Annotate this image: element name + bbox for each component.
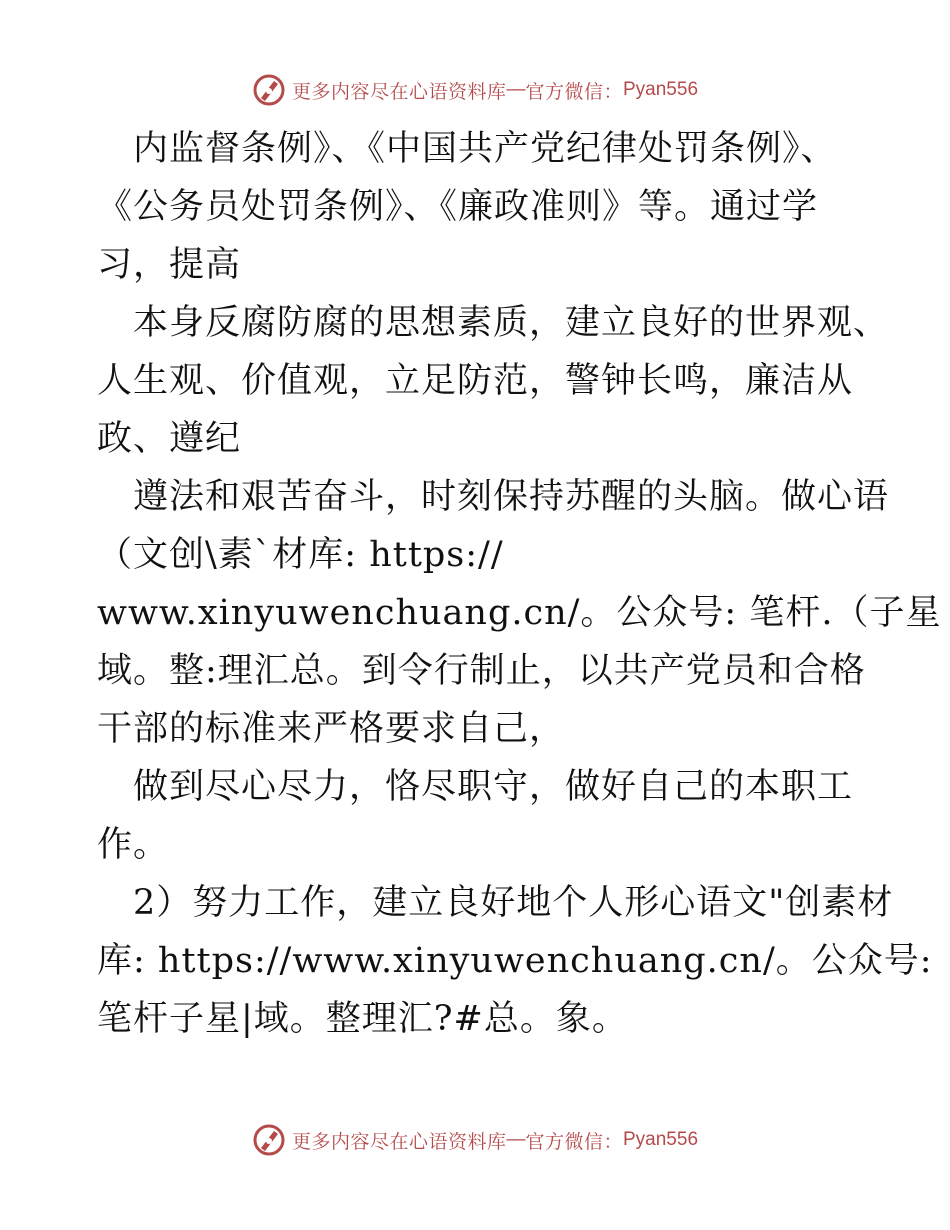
text-line: 干部的标准来严格要求自己， xyxy=(97,709,566,749)
footer-separator: — xyxy=(506,1129,526,1150)
text-line: 《公务员处罚条例》、《廉政准则》等。通过学 xyxy=(97,187,819,227)
text-line: 作。 xyxy=(97,825,170,865)
footer-banner xyxy=(0,1120,950,1160)
pen-logo-icon xyxy=(252,73,286,107)
text-line: www.xinyuwenchuang.cn/。公众号: 笔杆.（子星 xyxy=(97,593,942,633)
text-line: 笔杆子星|域。整理汇?#总。象。 xyxy=(97,999,628,1039)
text-line: 本身反腐防腐的思想素质，建立良好的世界观、 xyxy=(133,303,890,343)
text-line: 库: https://www.xinyuwenchuang.cn/。公众号: xyxy=(97,941,933,981)
header-contact: 官方微信： xyxy=(525,80,623,103)
text-line: 内监督条例》、《中国共产党纪律处罚条例》、 xyxy=(133,129,837,169)
text-line: 做到尽心尽力，恪尽职守，做好自己的本职工 xyxy=(133,767,854,807)
header-text: 更多内容尽在心语资料库 xyxy=(291,80,507,103)
footer-id: Pyan556 xyxy=(623,1129,699,1150)
header-separator: — xyxy=(506,79,526,100)
footer-text: 更多内容尽在心语资料库 xyxy=(291,1130,507,1153)
text-line: 习，提高 xyxy=(97,245,242,285)
text-line: 人生观、价值观，立足防范，警钟长鸣，廉洁从 xyxy=(97,361,854,401)
header-banner xyxy=(0,70,950,110)
pen-logo-icon xyxy=(252,1123,286,1157)
document-body xyxy=(97,120,942,1048)
footer-contact: 官方微信： xyxy=(525,1130,623,1153)
text-line: 政、遵纪 xyxy=(97,419,242,459)
text-line: 2）努力工作，建立良好地个人形心语文"创素材 xyxy=(133,883,894,923)
text-line: 域。整:理汇总。到令行制止，以共产党员和合格 xyxy=(97,651,866,691)
header-id: Pyan556 xyxy=(623,79,699,100)
text-line: （文创\素`材库: https:// xyxy=(97,535,504,575)
text-line: 遵法和艰苦奋斗，时刻保持苏醒的头脑。做心语 xyxy=(133,477,890,517)
